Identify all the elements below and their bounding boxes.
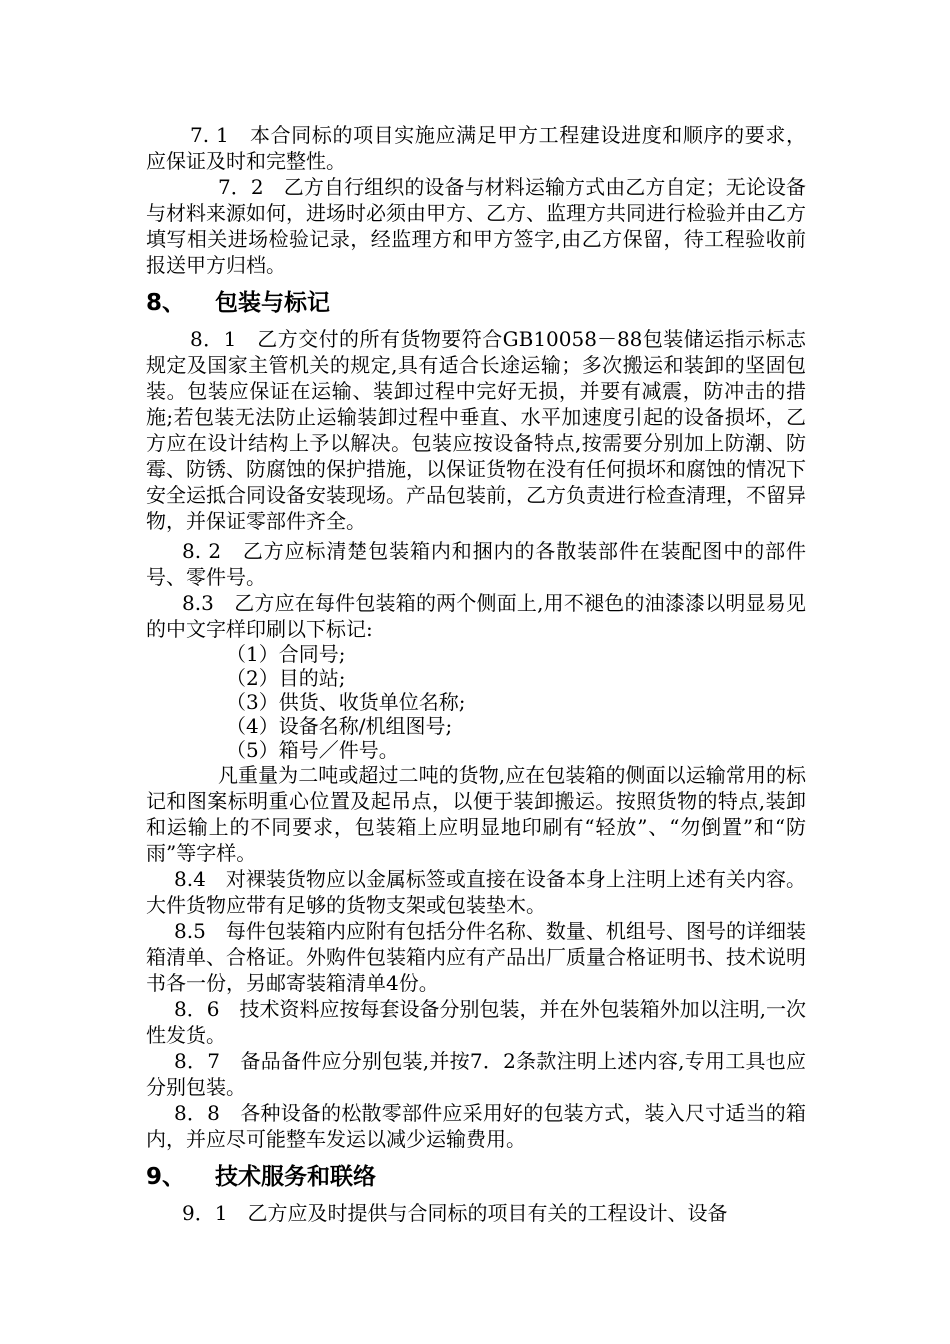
section-9-number: 9、 <box>146 1164 186 1190</box>
section-9-heading <box>146 1162 806 1192</box>
document-page <box>146 122 806 1226</box>
clause-8-3-note: 凡重量为二吨或超过二吨的货物,应在包装箱的侧面以运输常用的标记和图案标明重心位置及起吊点，以便于装卸搬运。按照货物的特点,装卸和运输上的不同要求，包装箱上应明显地印刷有“轻放”、“勿倒置”和“防雨”等字样。 <box>146 763 806 865</box>
clause-8-2: 8. 2 乙方应标清楚包装箱内和捆内的各散装部件在装配图中的部件号、零件号。 <box>146 539 806 589</box>
clause-8-7: 8．7 备品备件应分别包装,并按7．2条款注明上述内容,专用工具也应分别包装。 <box>146 1049 806 1099</box>
section-9-title: 技术服务和联络 <box>215 1164 377 1190</box>
clause-8-1: 8．1 乙方交付的所有货物要符合GB10058－88包装储运指示标志规定及国家主管机关的规定,具有适合长途运输；多次搬运和装卸的坚固包装。包装应保证在运输、装卸过程中完好无损，并要有减震，防冲击的措施;若包装无法防止运输装卸过程中垂直、水平加速度引起的设备损坏，乙方应在设计结构上予以解决。包装应按设备特点,按需要分别加上防潮、防霉、防锈、防腐蚀的保护措施，以保证货物在没有任何损坏和腐蚀的情况下安全运抵合同设备安装现场。产品包装前，乙方负责进行检查清理，不留异物，并保证零部件齐全。 <box>146 327 806 533</box>
list-item: （1）合同号; <box>226 642 346 666</box>
list-item: （4）设备名称/机组图号; <box>226 714 453 738</box>
clause-8-6: 8．6 技术资料应按每套设备分别包装，并在外包装箱外加以注明,一次性发货。 <box>146 997 806 1047</box>
clause-7-1: 7. 1 本合同标的项目实施应满足甲方工程建设进度和顺序的要求，应保证及时和完整性。 <box>146 123 806 173</box>
clause-8-8: 8．8 各种设备的松散零部件应采用好的包装方式，装入尺寸适当的箱内，并应尽可能整车发运以减少运输费用。 <box>146 1101 806 1151</box>
list-item: （3）供货、收货单位名称; <box>226 690 466 714</box>
section-8-number: 8、 <box>146 290 186 316</box>
clause-8-3: 8.3 乙方应在每件包装箱的两个侧面上,用不褪色的油漆漆以明显易见的中文字样印刷以下标记: <box>146 591 806 641</box>
list-item: （5）箱号／件号。 <box>226 738 399 762</box>
list-item: （2）目的站; <box>226 666 346 690</box>
section-8-heading <box>146 288 806 318</box>
clause-8-4: 8.4 对裸装货物应以金属标签或直接在设备本身上注明上述有关内容。大件货物应带有足够的货物支架或包装垫木。 <box>146 867 806 917</box>
marks-list <box>146 642 806 762</box>
clause-9-1: 9．1 乙方应及时提供与合同标的项目有关的工程设计、设备 <box>182 1201 728 1225</box>
clause-7-2: 7．2 乙方自行组织的设备与材料运输方式由乙方自定；无论设备与材料来源如何，进场时必须由甲方、乙方、监理方共同进行检验并由乙方填写相关进场检验记录，经监理方和甲方签字,由乙方保留，待工程验收前报送甲方归档。 <box>146 175 806 277</box>
clause-8-5: 8.5 每件包装箱内应附有包括分件名称、数量、机组号、图号的详细装箱清单、合格证。外购件包装箱内应有产品出厂质量合格证明书、技术说明书各一份，另邮寄装箱清单4份。 <box>146 919 806 995</box>
section-8-title: 包装与标记 <box>215 290 331 316</box>
